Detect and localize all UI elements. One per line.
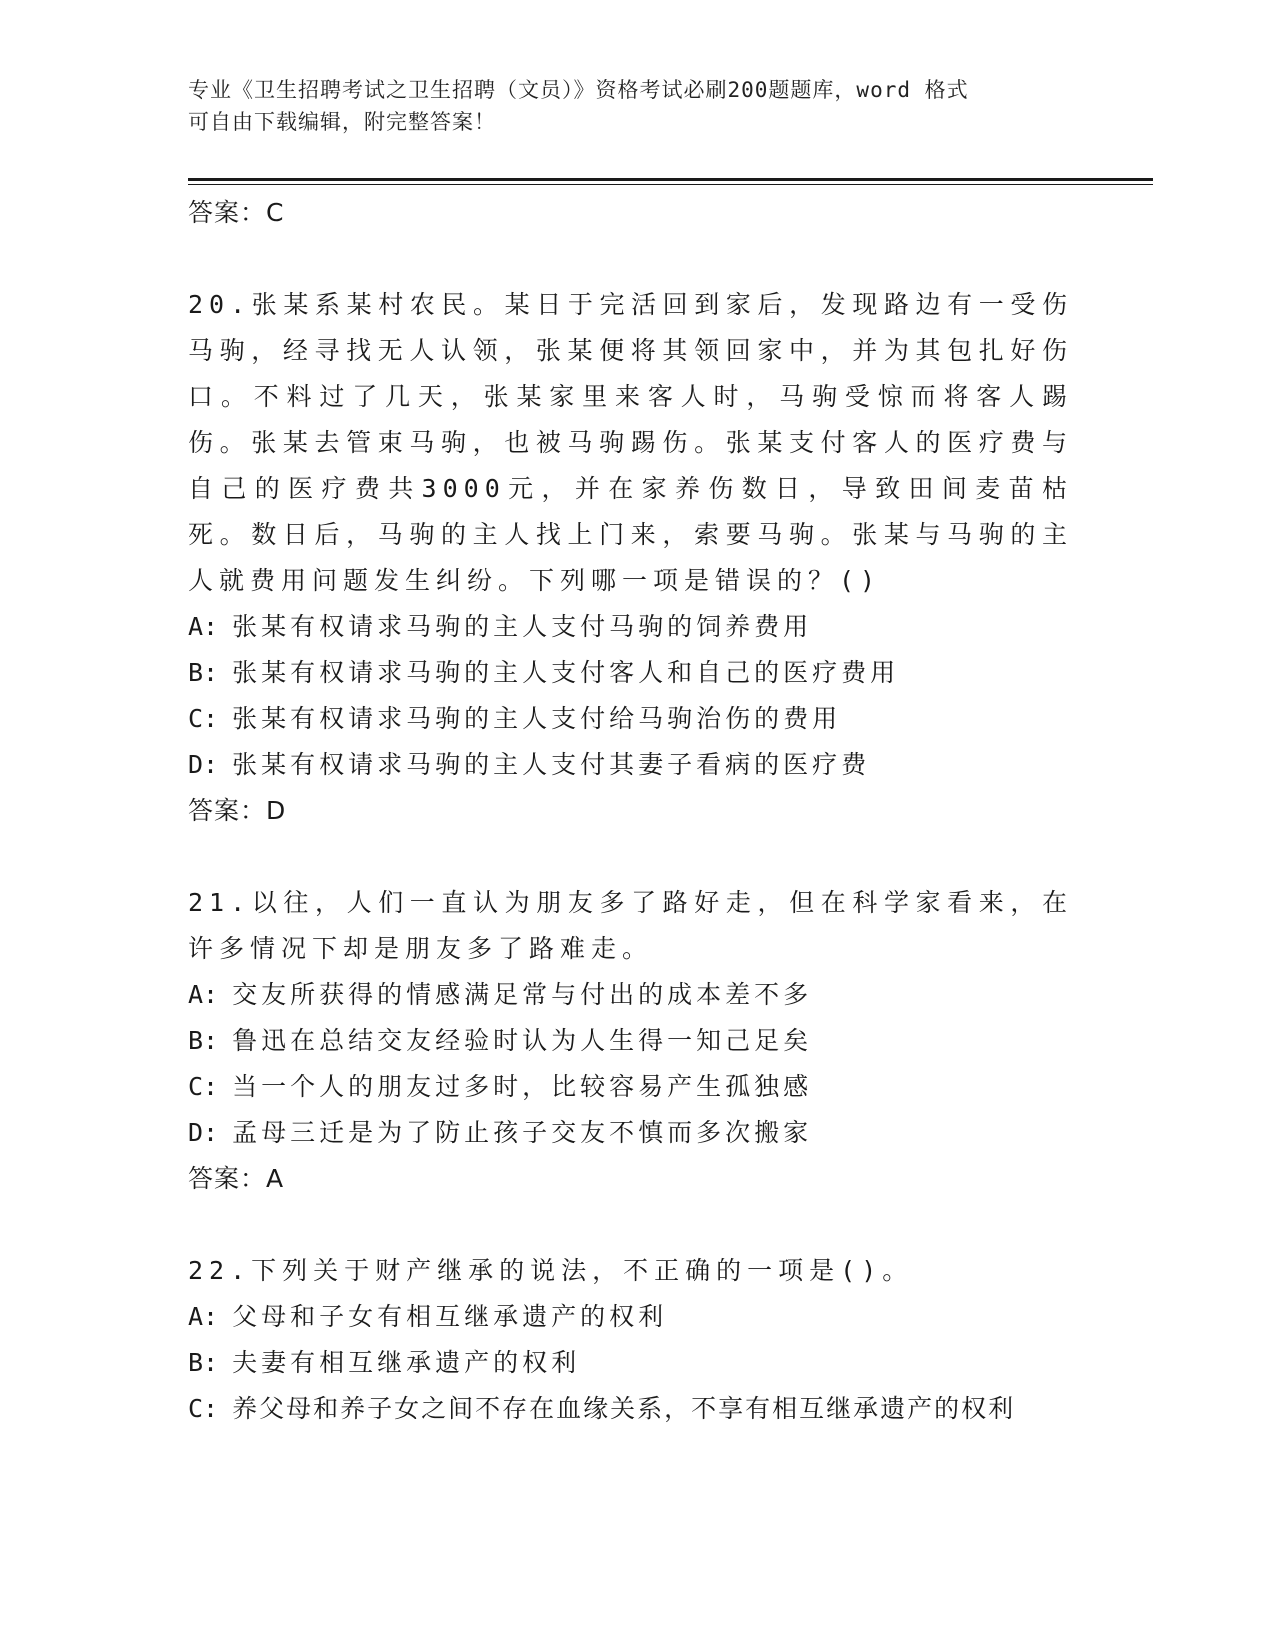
option-text: 张某有权请求马驹的主人支付客人和自己的医疗费用	[232, 658, 900, 687]
answer-line: 答案：A	[188, 1164, 285, 1193]
option-key: B:	[188, 1348, 219, 1377]
option-key: B:	[188, 658, 219, 687]
option-key: A:	[188, 1302, 219, 1331]
option-a	[188, 604, 1073, 650]
option-text: 夫妻有相互继承遗产的权利	[232, 1348, 581, 1377]
option-text: 养父母和养子女之间不存在血缘关系，不享有相互继承遗产的权利	[232, 1394, 1016, 1423]
option-key: B:	[188, 1026, 219, 1055]
document-body	[188, 190, 1073, 1432]
option-text: 孟母三迁是为了防止孩子交友不慎而多次搬家	[232, 1118, 813, 1147]
option-a	[188, 972, 1073, 1018]
option-c	[188, 1064, 1073, 1110]
option-b	[188, 1018, 1073, 1064]
paragraph-gap	[188, 834, 1073, 880]
header-rule-thin	[188, 184, 1153, 185]
option-text: 当一个人的朋友过多时，比较容易产生孤独感	[232, 1072, 813, 1101]
option-text: 鲁迅在总结交友经验时认为人生得一知己足矣	[232, 1026, 813, 1055]
option-key: C:	[188, 704, 219, 733]
question-stem: 21.以往，人们一直认为朋友多了路好走，但在科学家看来，在许多情况下却是朋友多了路难走。	[188, 888, 1073, 963]
option-c	[188, 696, 1073, 742]
header-rule-thick	[188, 178, 1153, 181]
paragraph-gap	[188, 1202, 1073, 1248]
question-22	[188, 1248, 1073, 1432]
option-b	[188, 650, 1073, 696]
question-20	[188, 282, 1073, 834]
option-b	[188, 1340, 1073, 1386]
answer-line: 答案：C	[188, 198, 285, 227]
header-line-2: 可自由下载编辑，附完整答案！	[188, 110, 496, 134]
option-key: A:	[188, 980, 219, 1009]
option-text: 张某有权请求马驹的主人支付其妻子看病的医疗费	[232, 750, 871, 779]
answer-line: 答案：D	[188, 796, 287, 825]
question-stem: 20.张某系某村农民。某日于完活回到家后，发现路边有一受伤马驹，经寻找无人认领，张某便将其领回家中，并为其包扎好伤口。不料过了几天，张某家里来客人时，马驹受惊而将客人踢伤。张某去管束马驹，也被马驹踢伤。张某支付客人的医疗费与自己的医疗费共3000元，并在家养伤数日，导致田间麦苗枯死。数日后，马驹的主人找上门来，索要马驹。张某与马驹的主人就费用问题发生纠纷。下列哪一项是错误的？()	[188, 290, 1073, 595]
header-line-1: 专业《卫生招聘考试之卫生招聘（文员）》资格考试必刷200题题库，word 格式	[188, 78, 969, 102]
page-header	[188, 74, 1068, 138]
option-key: A:	[188, 612, 219, 641]
option-key: D:	[188, 750, 219, 779]
option-text: 张某有权请求马驹的主人支付马驹的饲养费用	[232, 612, 813, 641]
option-key: C:	[188, 1072, 219, 1101]
option-key: C:	[188, 1394, 219, 1423]
option-key: D:	[188, 1118, 219, 1147]
option-a	[188, 1294, 1073, 1340]
option-d	[188, 742, 1073, 788]
option-text: 父母和子女有相互继承遗产的权利	[232, 1302, 668, 1331]
question-stem: 22.下列关于财产继承的说法，不正确的一项是()。	[188, 1256, 914, 1285]
option-text: 交友所获得的情感满足常与付出的成本差不多	[232, 980, 813, 1009]
option-text: 张某有权请求马驹的主人支付给马驹治伤的费用	[232, 704, 842, 733]
question-21	[188, 880, 1073, 1202]
paragraph-gap	[188, 236, 1073, 282]
option-c	[188, 1386, 1073, 1432]
option-d	[188, 1110, 1073, 1156]
